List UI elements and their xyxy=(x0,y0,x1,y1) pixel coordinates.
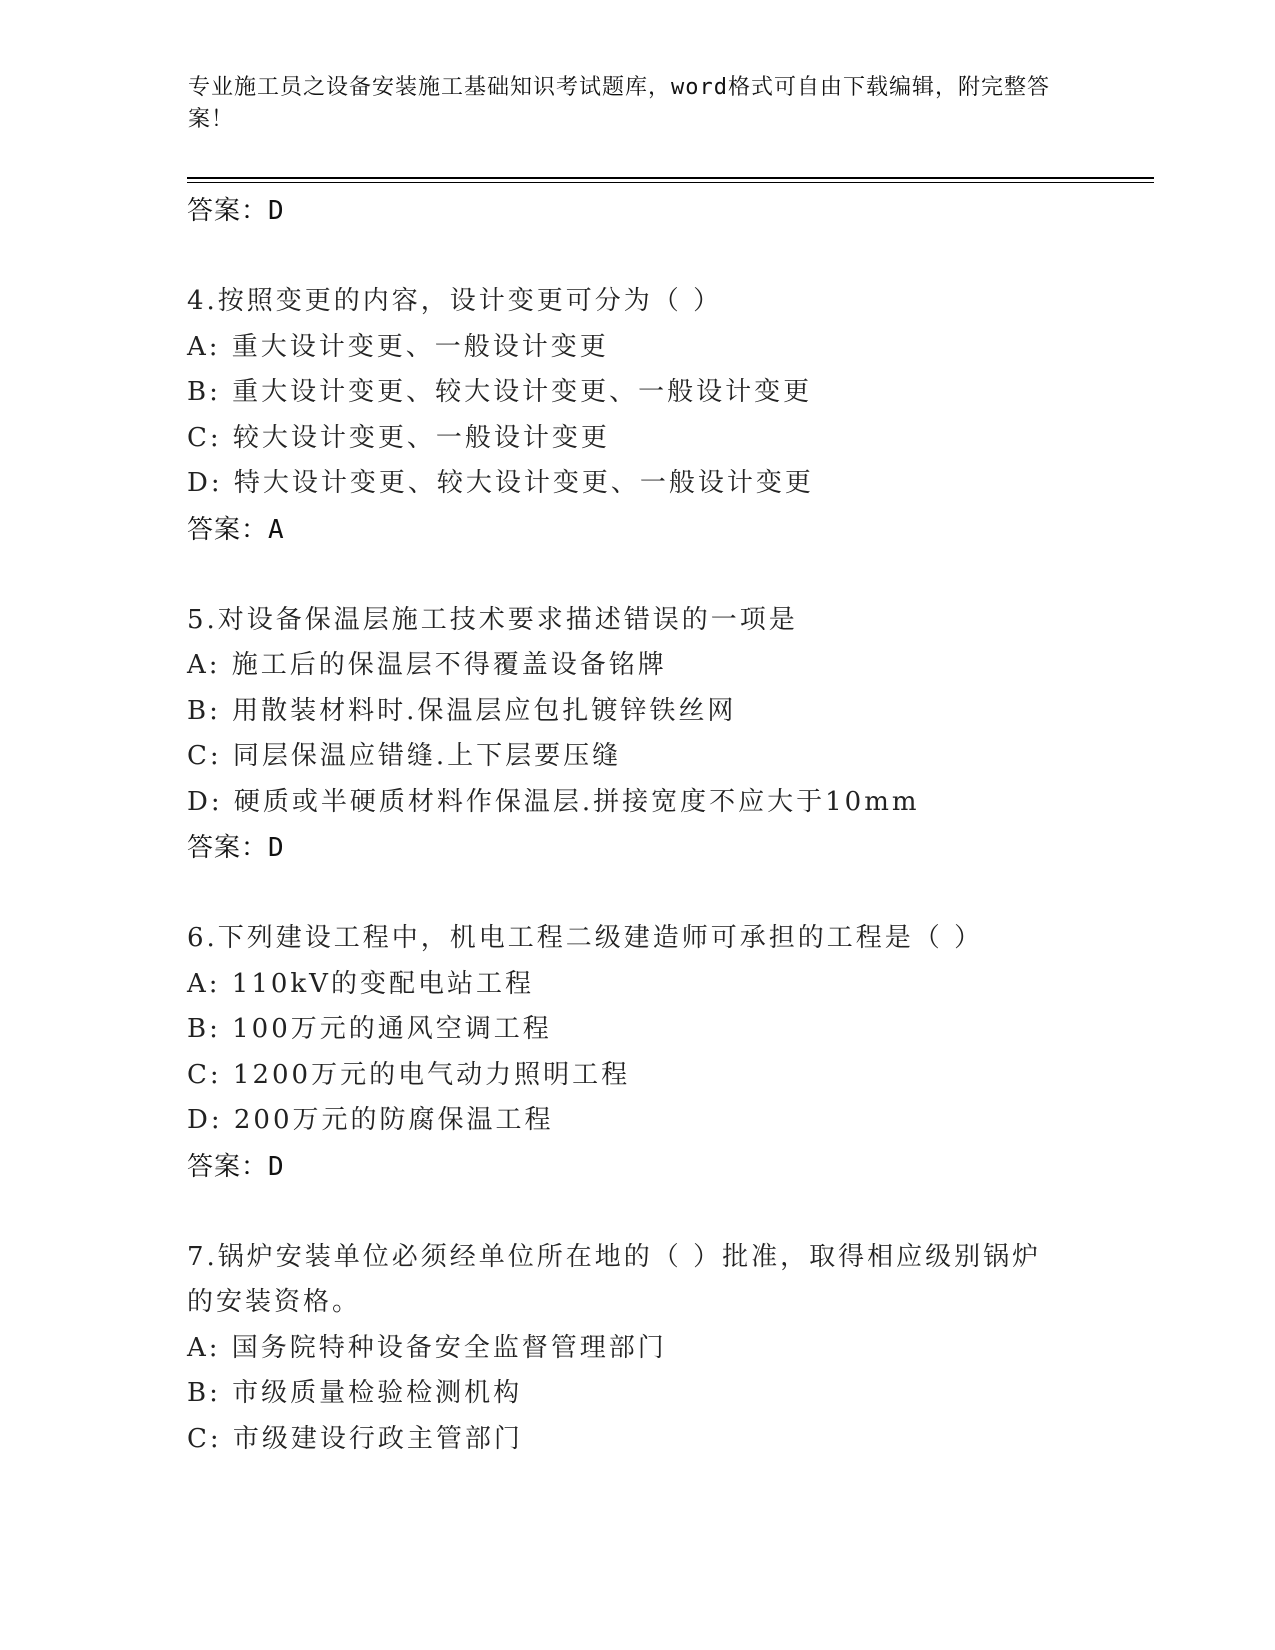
option-c: C: 较大设计变更、一般设计变更 xyxy=(187,422,610,453)
question-item xyxy=(187,598,1147,872)
option-c: C: 同层保温应错缝.上下层要压缝 xyxy=(187,741,622,771)
answer-line: 答案：D xyxy=(187,1151,285,1182)
option-b: B: 用散装材料时.保温层应包扎镀锌铁丝网 xyxy=(187,695,737,726)
question-stem: 6.下列建设工程中，机电工程二级建造师可承担的工程是（ ） xyxy=(187,923,984,953)
question-list xyxy=(187,188,1147,1462)
option-d: D: 硬质或半硬质材料作保温层.拼接宽度不应大于10mm xyxy=(187,786,920,817)
option-a: A: 110kV的变配电站工程 xyxy=(187,968,534,999)
option-c: C: 1200万元的电气动力照明工程 xyxy=(187,1059,631,1090)
option-b: B: 市级质量检验检测机构 xyxy=(187,1378,523,1408)
question-item xyxy=(187,1235,1147,1463)
question-stem: 4.按照变更的内容，设计变更可分为（ ） xyxy=(187,286,723,316)
option-c: C: 市级建设行政主管部门 xyxy=(187,1423,523,1454)
header-divider-thick xyxy=(187,177,1154,179)
option-b: B: 100万元的通风空调工程 xyxy=(187,1014,552,1044)
question-item xyxy=(187,916,1147,1190)
answer-line: 答案：D xyxy=(187,833,285,863)
question-item xyxy=(187,279,1147,553)
option-d: D: 200万元的防腐保温工程 xyxy=(187,1105,554,1135)
question-stem: 7.锅炉安装单位必须经单位所在地的（ ）批准，取得相应级别锅炉的安装资格。 xyxy=(187,1241,1042,1317)
answer-line: 答案：A xyxy=(187,514,285,545)
question-stem: 5.对设备保温层施工技术要求描述错误的一项是 xyxy=(187,604,798,635)
option-a: A: 国务院特种设备安全监督管理部门 xyxy=(187,1332,667,1363)
option-b: B: 重大设计变更、较大设计变更、一般设计变更 xyxy=(187,377,813,407)
option-a: A: 重大设计变更、一般设计变更 xyxy=(187,331,609,362)
option-a: A: 施工后的保温层不得覆盖设备铭牌 xyxy=(187,650,667,680)
option-d: D: 特大设计变更、较大设计变更、一般设计变更 xyxy=(187,468,814,498)
header-divider-thin xyxy=(187,182,1154,183)
page-header: 专业施工员之设备安装施工基础知识考试题库，word格式可自由下载编辑，附完整答案！ xyxy=(188,75,1050,132)
answer-line: 答案：D xyxy=(187,196,285,226)
